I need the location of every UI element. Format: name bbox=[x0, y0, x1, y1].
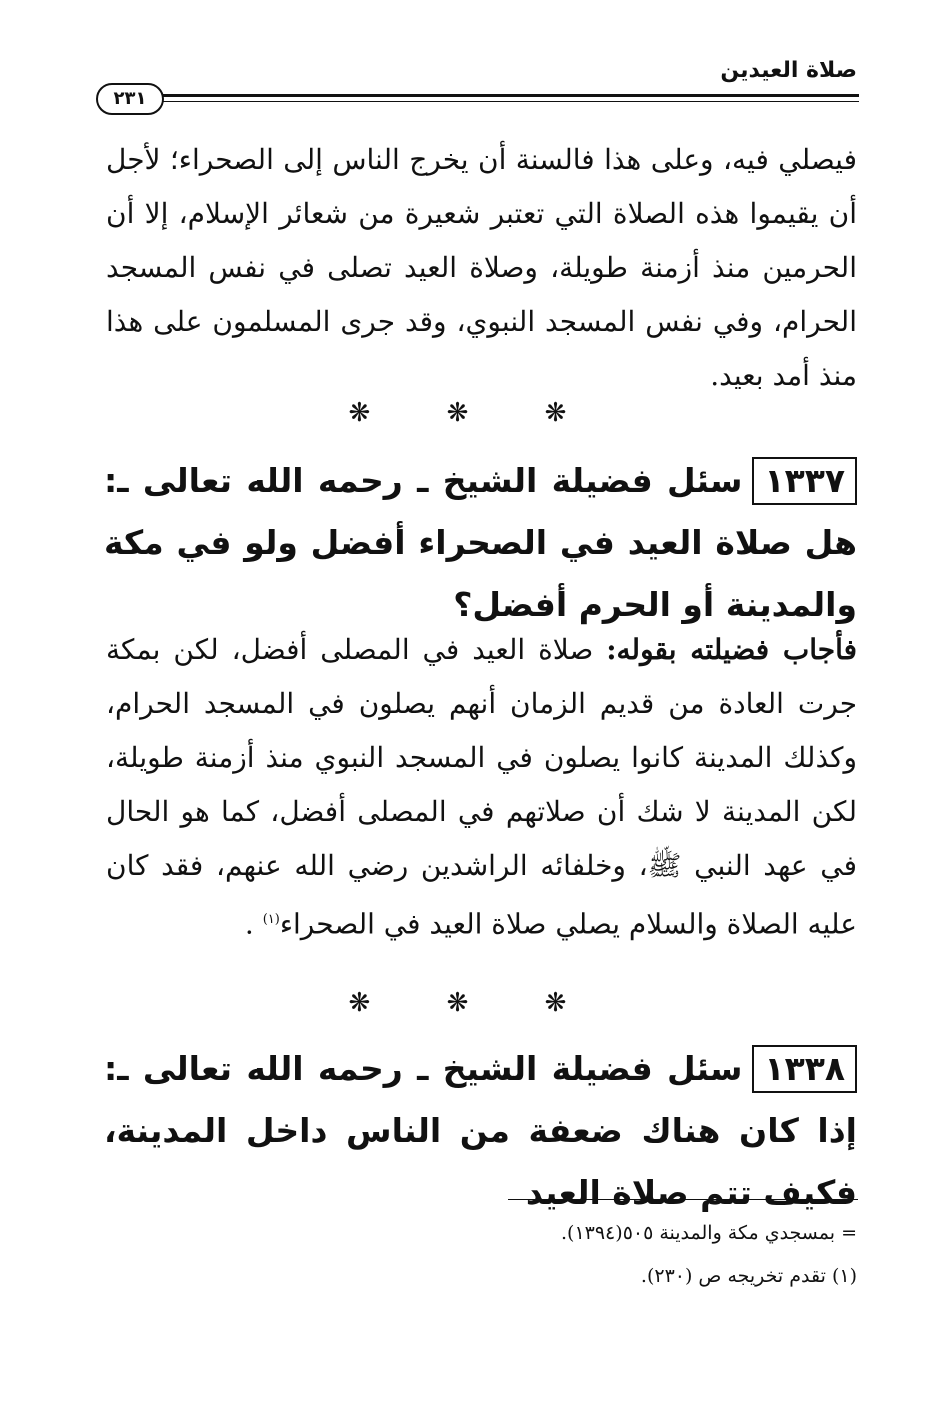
question-1338 bbox=[104, 1038, 857, 1224]
footnote-1: (١) تقدم تخريجه ص (٢٣٠). bbox=[640, 1265, 857, 1287]
question-number: ١٣٣٧ bbox=[752, 457, 857, 505]
footnote-rule bbox=[508, 1199, 858, 1200]
question-text: سئل فضيلة الشيخ ـ رحمه الله تعالى ـ: إذا كان هناك ضعفة من الناس داخل المدينة، فكيف تتم صلاة العيد bbox=[104, 1049, 857, 1212]
footnote-marker: (١) bbox=[262, 912, 280, 927]
answer-1337 bbox=[106, 623, 857, 951]
page-number: ٢٣١ bbox=[96, 83, 164, 115]
section-separator: ❋ ❋ ❋ bbox=[348, 988, 601, 1018]
header-rule-thin bbox=[160, 101, 859, 102]
header-rule bbox=[160, 94, 859, 97]
answer-lead: فأجاب فضيلته بقوله: bbox=[606, 633, 858, 666]
question-1337 bbox=[104, 450, 857, 636]
question-number: ١٣٣٨ bbox=[752, 1045, 857, 1093]
footnote-continuation: = بمسجدي مكة والمدينة ٥٠٥(١٣٩٤). bbox=[560, 1222, 857, 1244]
running-title: صلاة العيدين bbox=[720, 58, 857, 83]
question-text: سئل فضيلة الشيخ ـ رحمه الله تعالى ـ: هل صلاة العيد في الصحراء أفضل ولو في مكة والمدينة أو الحرم أفضل؟ bbox=[104, 461, 857, 624]
section-separator: ❋ ❋ ❋ bbox=[348, 398, 601, 428]
paragraph-continuation: فيصلي فيه، وعلى هذا فالسنة أن يخرج الناس إلى الصحراء؛ لأجل أن يقيموا هذه الصلاة التي تعتبر شعيرة من شعائر الإسلام، إلا أن الحرمين منذ أزمنة طويلة، وصلاة العيد تصلى في نفس المسجد الحرام، وفي نفس المسجد النبوي، وقد جرى المسلمون على هذا منذ أمد بعيد. bbox=[106, 143, 857, 392]
answer-end: . bbox=[244, 907, 263, 941]
answer-text: صلاة العيد في المصلى أفضل، لكن بمكة جرت العادة من قديم الزمان أنهم يصلون في المسجد الحرام، وكذلك المدينة كانوا يصلون في المسجد النبوي منذ أزمنة طويلة، لكن المدينة لا شك أن صلاتهم في المصلى أفضل، كما هو الحال في عهد النبي ﷺ، وخلفائه الراشدين رضي الله عنهم، فقد كان عليه الصلاة والسلام يصلي صلاة العيد في الصحراء bbox=[106, 633, 857, 941]
